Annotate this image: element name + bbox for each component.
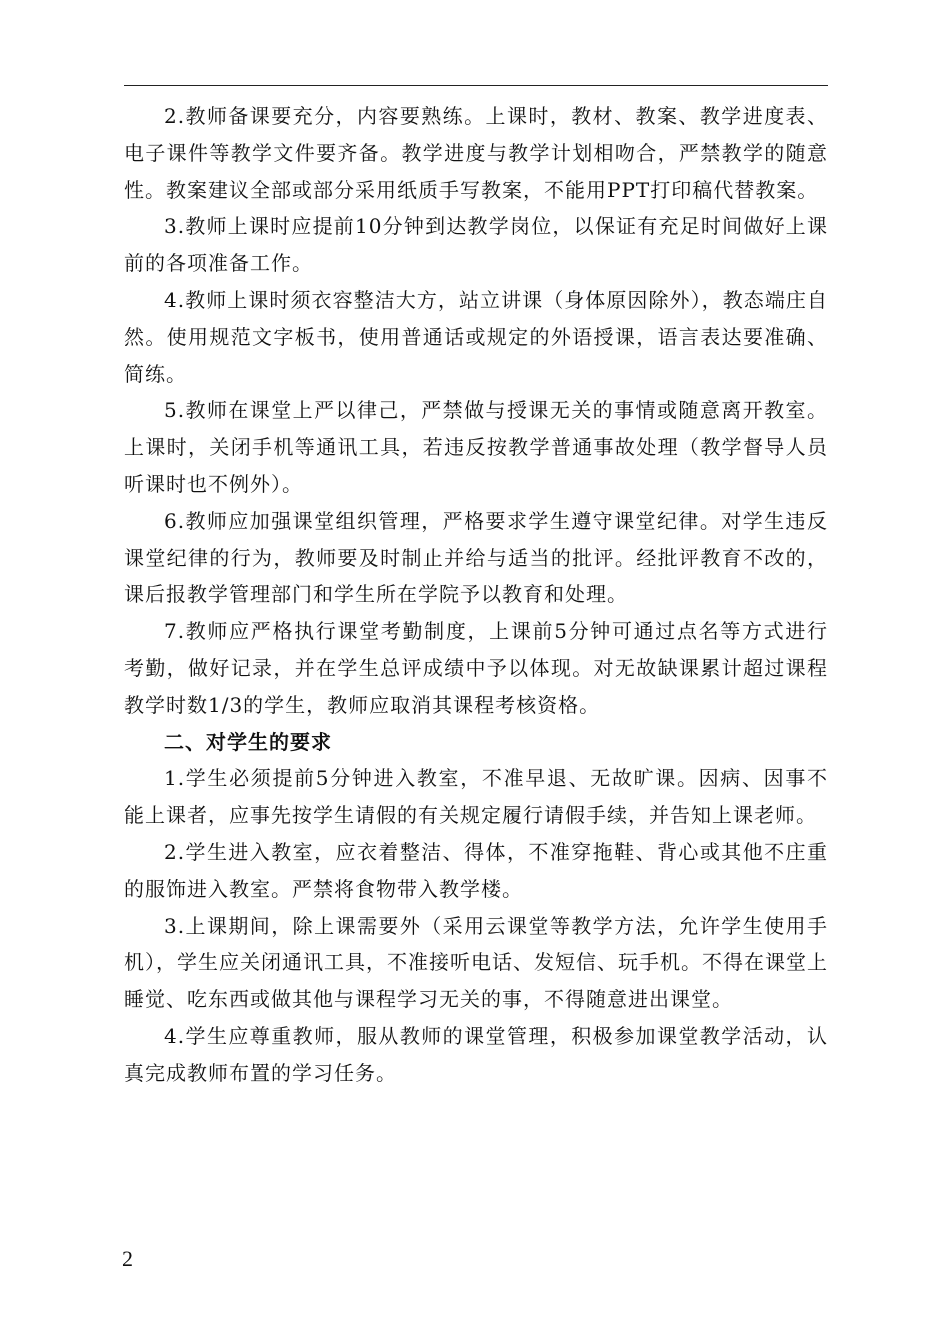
teacher-rule-4: 4.教师上课时须衣容整洁大方，站立讲课（身体原因除外），教态端庄自然。使用规范文字板书，使用普通话或规定的外语授课，语言表达要准确、简练。 (124, 287, 828, 386)
header-rule (124, 85, 828, 86)
teacher-rule-6: 6.教师应加强课堂组织管理，严格要求学生遵守课堂纪律。对学生违反课堂纪律的行为，教师要及时制止并给与适当的批评。经批评教育不改的，课后报教学管理部门和学生所在学院予以教育和处理。 (124, 508, 828, 607)
student-rule-4: 4.学生应尊重教师，服从教师的课堂管理，积极参加课堂教学活动，认真完成教师布置的学习任务。 (124, 1023, 828, 1085)
page-number: 2 (122, 1246, 133, 1271)
student-rule-3: 3.上课期间，除上课需要外（采用云课堂等教学方法，允许学生使用手机），学生应关闭通讯工具，不准接听电话、发短信、玩手机。不得在课堂上睡觉、吃东西或做其他与课程学习无关的事，不得随意进出课堂。 (124, 913, 828, 1012)
teacher-rule-2: 2.教师备课要充分，内容要熟练。上课时，教材、教案、教学进度表、电子课件等教学文件要齐备。教学进度与教学计划相吻合，严禁教学的随意性。教案建议全部或部分采用纸质手写教案，不能用PPT打印稿代替教案。 (124, 104, 828, 202)
teacher-rule-7: 7.教师应严格执行课堂考勤制度，上课前5分钟可通过点名等方式进行考勤，做好记录，并在学生总评成绩中予以体现。对无故缺课累计超过课程教学时数1/3的学生，教师应取消其课程考核资格。 (124, 619, 828, 717)
teacher-rule-3: 3.教师上课时应提前10分钟到达教学岗位，以保证有充足时间做好上课前的各项准备工作。 (124, 214, 828, 276)
student-rule-2: 2.学生进入教室，应衣着整洁、得体，不准穿拖鞋、背心或其他不庄重的服饰进入教室。严禁将食物带入教学楼。 (124, 839, 828, 901)
document-body (124, 98, 828, 1092)
section-heading-student-requirements: 二、对学生的要求 (164, 729, 332, 754)
teacher-rule-5: 5.教师在课堂上严以律己，严禁做与授课无关的事情或随意离开教室。上课时，关闭手机等通讯工具，若违反按教学普通事故处理（教学督导人员听课时也不例外）。 (124, 398, 828, 496)
student-rule-1: 1.学生必须提前5分钟进入教室，不准早退、无故旷课。因病、因事不能上课者，应事先按学生请假的有关规定履行请假手续，并告知上课老师。 (124, 766, 828, 828)
